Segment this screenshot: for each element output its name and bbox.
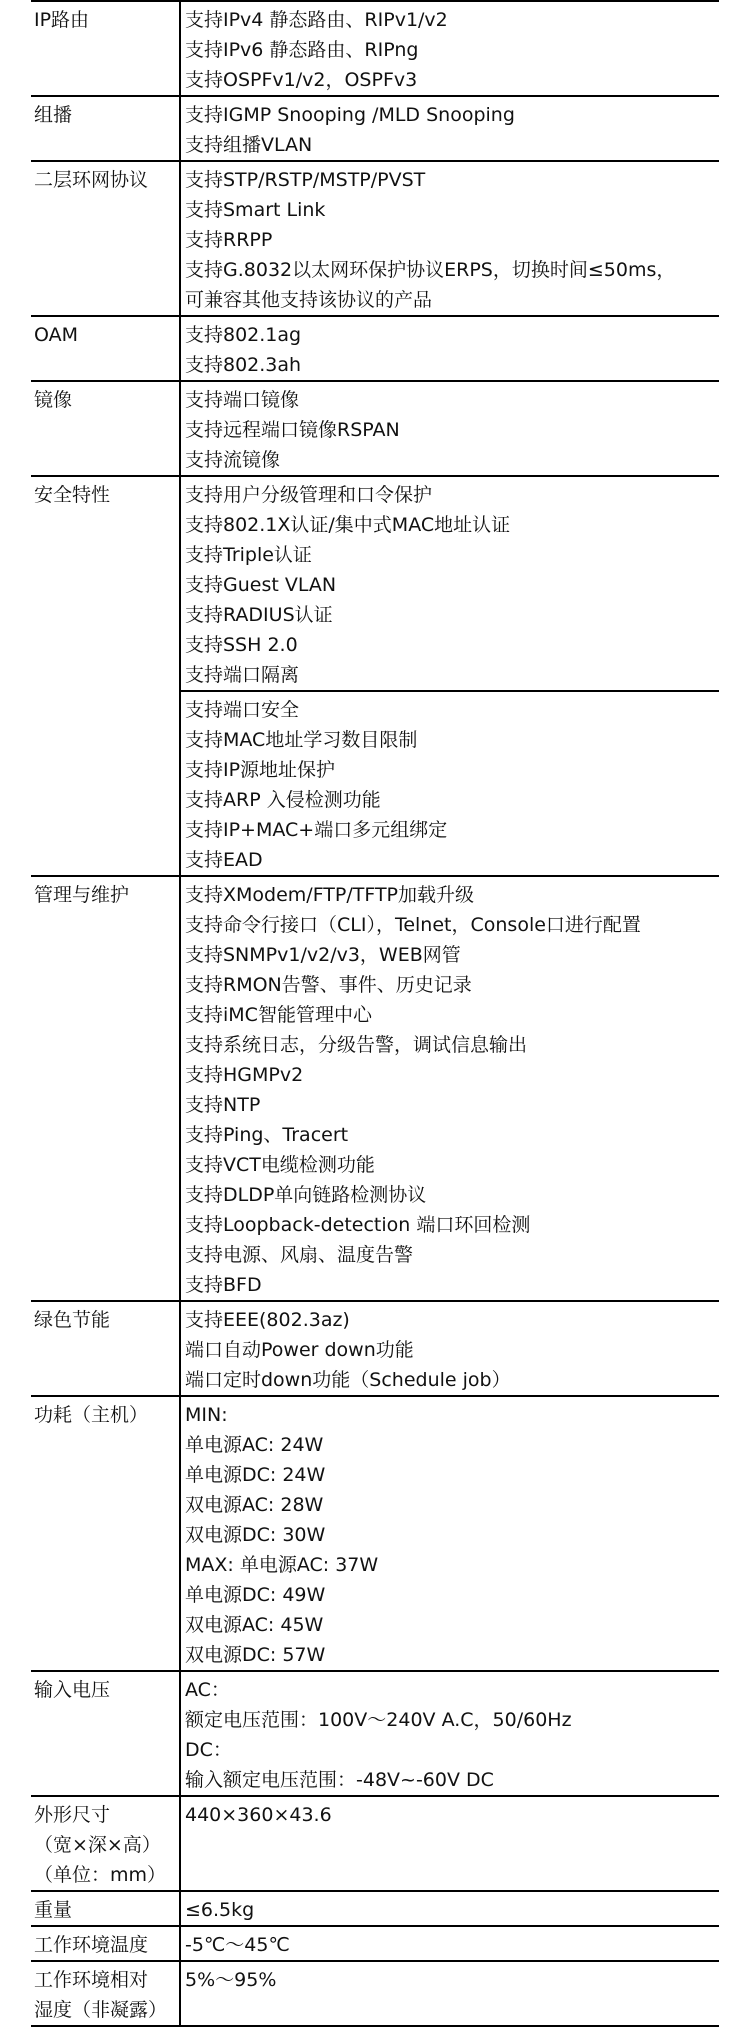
spec-value-line: 支持Smart Link <box>185 199 326 221</box>
spec-value-group <box>181 1892 719 1925</box>
spec-label-line: 输入电压 <box>34 1679 111 1701</box>
spec-row <box>31 1797 719 1892</box>
spec-values <box>181 2 719 95</box>
spec-label <box>31 97 181 160</box>
spec-value-line: 支持802.1X认证/集中式MAC地址认证 <box>185 514 511 536</box>
spec-value-line: 支持OSPFv1/v2，OSPFv3 <box>185 69 418 91</box>
spec-value-line: 支持XModem/FTP/TFTP加载升级 <box>185 884 475 906</box>
spec-row <box>31 1672 719 1797</box>
spec-values <box>181 1962 719 2025</box>
spec-value-line: 支持组播VLAN <box>185 134 313 156</box>
spec-label <box>31 1962 181 2025</box>
spec-label-line: IP路由 <box>34 9 90 31</box>
spec-row <box>31 1962 719 2027</box>
spec-value-line: 支持iMC智能管理中心 <box>185 1004 372 1026</box>
spec-values <box>181 1927 719 1960</box>
spec-value-line: MAX: 单电源AC: 37W <box>185 1554 379 1576</box>
spec-value-line: 单电源AC: 24W <box>185 1434 324 1456</box>
spec-value-line: 支持IGMP Snooping /MLD Snooping <box>185 104 515 126</box>
spec-value-group <box>181 2 719 95</box>
spec-values <box>181 477 719 875</box>
spec-label-line: 管理与维护 <box>34 884 130 906</box>
spec-value-line: 单电源DC: 24W <box>185 1464 326 1486</box>
spec-value-line: 支持SNMPv1/v2/v3，WEB网管 <box>185 944 461 966</box>
spec-values <box>181 317 719 380</box>
spec-value-line: 支持端口镜像 <box>185 389 300 411</box>
spec-value-group <box>181 877 719 1300</box>
spec-label <box>31 1397 181 1670</box>
spec-value-line: 5%～95% <box>185 1969 277 1991</box>
spec-value-group <box>181 690 719 875</box>
spec-label-line: 二层环网协议 <box>34 169 149 191</box>
spec-value-line: 支持EEE(802.3az) <box>185 1309 350 1331</box>
spec-values <box>181 1797 719 1890</box>
spec-value-line: 单电源DC: 49W <box>185 1584 326 1606</box>
spec-value-line: DC： <box>185 1739 232 1761</box>
spec-value-line: ≤6.5kg <box>185 1899 255 1921</box>
spec-value-line: 双电源AC: 45W <box>185 1614 324 1636</box>
spec-values <box>181 877 719 1300</box>
spec-value-line: 支持EAD <box>185 849 263 871</box>
spec-values <box>181 97 719 160</box>
spec-label <box>31 162 181 315</box>
spec-label-line: 绿色节能 <box>34 1309 111 1331</box>
spec-row <box>31 1397 719 1672</box>
spec-value-line: 支持IP源地址保护 <box>185 759 336 781</box>
spec-label-line: 湿度（非凝露） <box>34 1999 168 2021</box>
spec-label-line: （宽×深×高） <box>34 1834 161 1856</box>
spec-value-group <box>181 1397 719 1670</box>
spec-label <box>31 1672 181 1795</box>
spec-label <box>31 2 181 95</box>
spec-value-line: 支持ARP 入侵检测功能 <box>185 789 381 811</box>
spec-values <box>181 1302 719 1395</box>
spec-label-line: （单位：mm） <box>34 1864 167 1886</box>
spec-value-line: 支持802.1ag <box>185 324 302 346</box>
spec-value-line: 440×360×43.6 <box>185 1804 332 1826</box>
spec-values <box>181 1892 719 1925</box>
spec-value-line: 支持RMON告警、事件、历史记录 <box>185 974 472 996</box>
spec-value-line: 支持端口隔离 <box>185 664 300 686</box>
spec-value-line: 支持系统日志，分级告警，调试信息输出 <box>185 1034 528 1056</box>
spec-row <box>31 382 719 477</box>
spec-value-line: 支持IP+MAC+端口多元组绑定 <box>185 819 448 841</box>
spec-value-line: AC： <box>185 1679 230 1701</box>
spec-label <box>31 317 181 380</box>
spec-row <box>31 162 719 317</box>
spec-value-line: 支持HGMPv2 <box>185 1064 304 1086</box>
spec-value-line: 双电源DC: 30W <box>185 1524 326 1546</box>
spec-label <box>31 1797 181 1890</box>
spec-value-group <box>181 382 719 475</box>
spec-row <box>31 877 719 1302</box>
spec-value-line: 端口定时down功能（Schedule job） <box>185 1369 511 1391</box>
spec-value-line: 端口自动Power down功能 <box>185 1339 414 1361</box>
spec-row <box>31 2 719 97</box>
spec-value-group <box>181 1962 719 1995</box>
spec-value-line: 支持Loopback-detection 端口环回检测 <box>185 1214 531 1236</box>
spec-row <box>31 1927 719 1962</box>
spec-row <box>31 1892 719 1927</box>
spec-label <box>31 1927 181 1960</box>
spec-value-line: 支持RADIUS认证 <box>185 604 333 626</box>
spec-label-line: 组播 <box>34 104 73 126</box>
spec-label <box>31 1892 181 1925</box>
spec-label-line: 工作环境相对 <box>34 1969 149 1991</box>
spec-value-group <box>181 97 719 160</box>
spec-value-group <box>181 1302 719 1395</box>
spec-value-line: 支持远程端口镜像RSPAN <box>185 419 400 441</box>
spec-value-line: MIN: <box>185 1404 228 1426</box>
spec-value-line: 支持端口安全 <box>185 699 300 721</box>
spec-value-line: 支持Triple认证 <box>185 544 312 566</box>
spec-value-line: 双电源AC: 28W <box>185 1494 324 1516</box>
spec-value-group <box>181 1927 719 1960</box>
spec-value-group <box>181 1672 719 1795</box>
spec-value-line: 支持G.8032以太网环保护协议ERPS，切换时间≤50ms， <box>185 259 676 281</box>
spec-label <box>31 382 181 475</box>
spec-value-line: -5℃～45℃ <box>185 1934 290 1956</box>
spec-value-line: 支持用户分级管理和口令保护 <box>185 484 433 506</box>
spec-value-group <box>181 1797 719 1830</box>
spec-value-line: 支持MAC地址学习数目限制 <box>185 729 418 751</box>
spec-value-line: 支持STP/RSTP/MSTP/PVST <box>185 169 426 191</box>
spec-value-line: 支持802.3ah <box>185 354 302 376</box>
spec-row <box>31 477 719 877</box>
spec-values <box>181 382 719 475</box>
spec-label-line: 工作环境温度 <box>34 1934 149 1956</box>
spec-value-line: 输入额定电压范围：-48V~-60V DC <box>185 1769 494 1791</box>
spec-label-line: OAM <box>34 324 79 346</box>
spec-value-line: 支持流镜像 <box>185 449 281 471</box>
spec-label-line: 安全特性 <box>34 484 111 506</box>
spec-label-line: 重量 <box>34 1899 73 1921</box>
spec-label <box>31 477 181 875</box>
spec-label-line: 功耗（主机） <box>34 1404 149 1426</box>
spec-value-line: 支持IPv6 静态路由、RIPng <box>185 39 419 61</box>
spec-table <box>31 0 719 2027</box>
spec-value-line: 支持NTP <box>185 1094 261 1116</box>
spec-value-line: 支持VCT电缆检测功能 <box>185 1154 375 1176</box>
spec-values <box>181 1672 719 1795</box>
spec-row <box>31 1302 719 1397</box>
spec-values <box>181 162 719 315</box>
spec-row <box>31 317 719 382</box>
spec-value-line: 支持电源、风扇、温度告警 <box>185 1244 414 1266</box>
spec-value-line: 支持BFD <box>185 1274 262 1296</box>
spec-value-line: 支持Ping、Tracert <box>185 1124 349 1146</box>
spec-value-group <box>181 162 719 315</box>
spec-values <box>181 1397 719 1670</box>
spec-label <box>31 877 181 1300</box>
spec-label-line: 镜像 <box>34 389 73 411</box>
spec-value-line: 支持命令行接口（CLI），Telnet，Console口进行配置 <box>185 914 641 936</box>
spec-value-line: 支持DLDP单向链路检测协议 <box>185 1184 427 1206</box>
spec-label <box>31 1302 181 1395</box>
spec-row <box>31 97 719 162</box>
spec-value-line: 额定电压范围：100V～240V A.C，50/60Hz <box>185 1709 572 1731</box>
spec-value-line: 支持SSH 2.0 <box>185 634 298 656</box>
spec-value-group <box>181 317 719 380</box>
spec-value-line: 支持Guest VLAN <box>185 574 337 596</box>
spec-value-line: 支持RRPP <box>185 229 273 251</box>
spec-label-line: 外形尺寸 <box>34 1804 111 1826</box>
spec-value-line: 可兼容其他支持该协议的产品 <box>185 289 433 311</box>
spec-value-line: 支持IPv4 静态路由、RIPv1/v2 <box>185 9 448 31</box>
spec-value-group <box>181 477 719 690</box>
spec-value-line: 双电源DC: 57W <box>185 1644 326 1666</box>
